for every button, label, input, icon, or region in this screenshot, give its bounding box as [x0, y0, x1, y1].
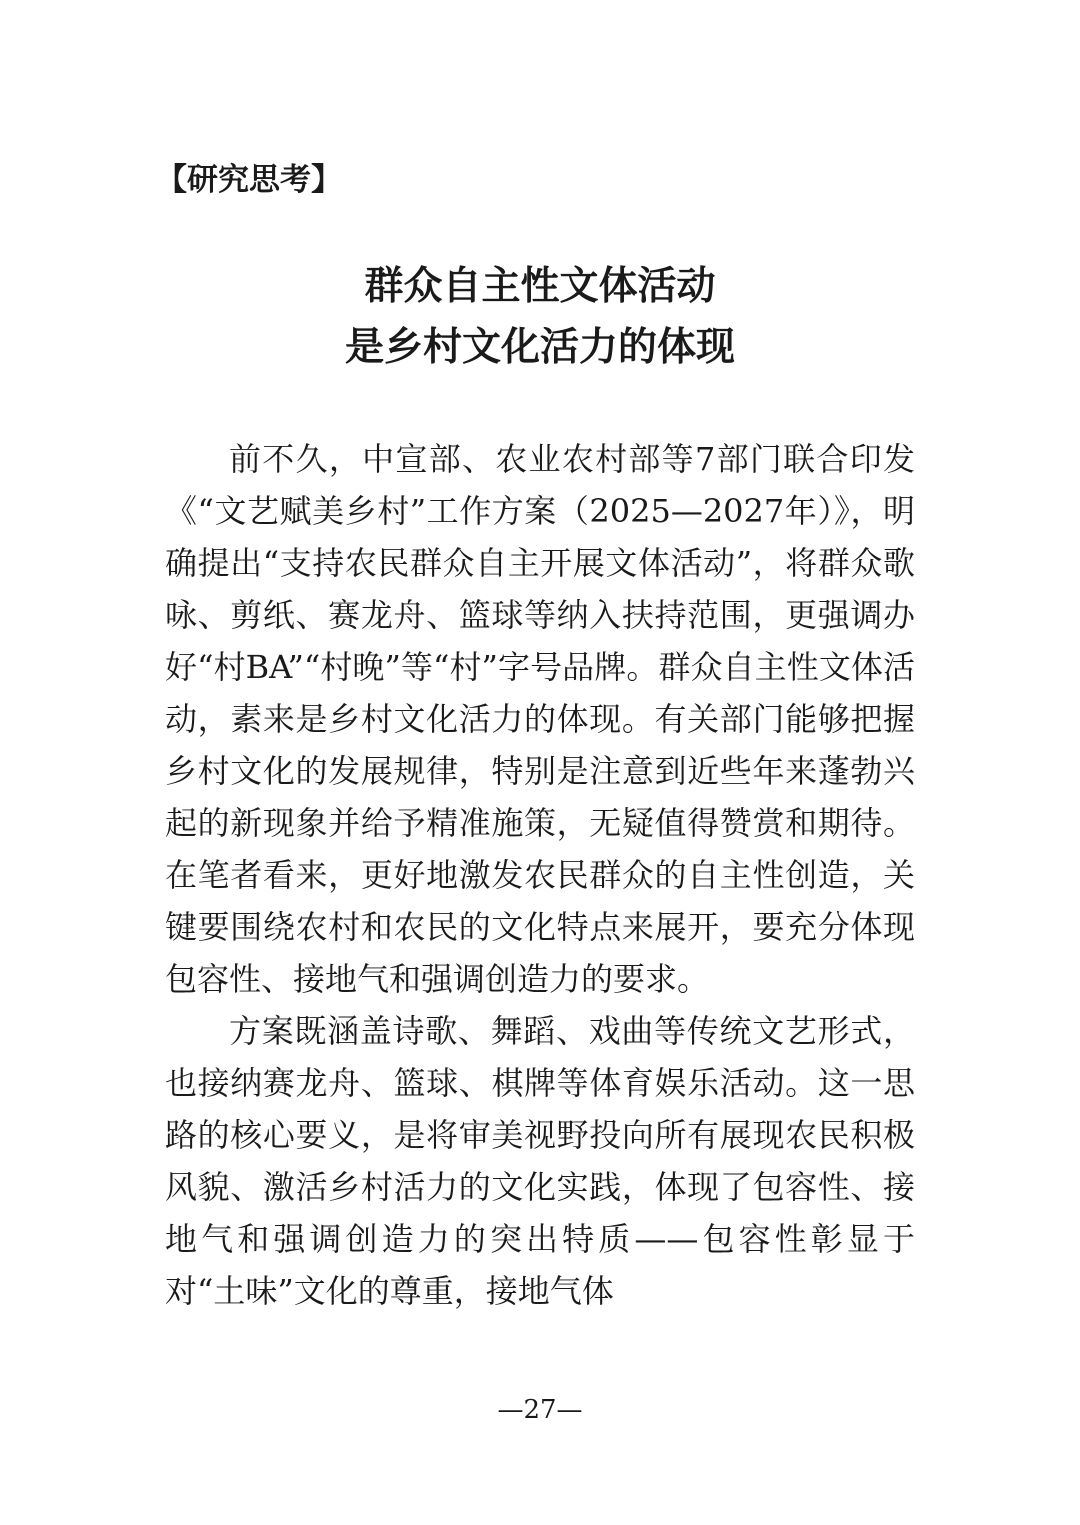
- page-number: —27—: [497, 1395, 583, 1425]
- paragraph-1: 前不久，中宣部、农业农村部等7部门联合印发《“文艺赋美乡村”工作方案（2025—2027年）》，明确提出“支持农民群众自主开展文体活动”，将群众歌咏、剪纸、赛龙舟、篮球等纳入扶持范围，更强调办好“村BA”“村晚”等“村”字号品牌。群众自主性文体活动，素来是乡村文化活力的体现。有关部门能够把握乡村文化的发展规律，特别是注意到近些年来蓬勃兴起的新现象并给予精准施策，无疑值得赞赏和期待。在笔者看来，更好地激发农民群众的自主性创造，关键要围绕农村和农民的文化特点来展开，要充分体现包容性、接地气和强调创造力的要求。: [165, 440, 915, 998]
- paragraph-2: 方案既涵盖诗歌、舞蹈、戏曲等传统文艺形式，也接纳赛龙舟、篮球、棋牌等体育娱乐活动。这一思路的核心要义，是将审美视野投向所有展现农民积极风貌、激活乡村活力的文化实践，体现了包容性、接地气和强调创造力的突出特质——包容性彰显于对“土味”文化的尊重，接地气体: [165, 1012, 915, 1310]
- article-title-line-1: 群众自主性文体活动: [364, 264, 716, 309]
- section-tag: 【研究思考】: [156, 162, 342, 198]
- article-body: [165, 433, 915, 1317]
- article-title-line-2: 是乡村文化活力的体现: [344, 325, 735, 370]
